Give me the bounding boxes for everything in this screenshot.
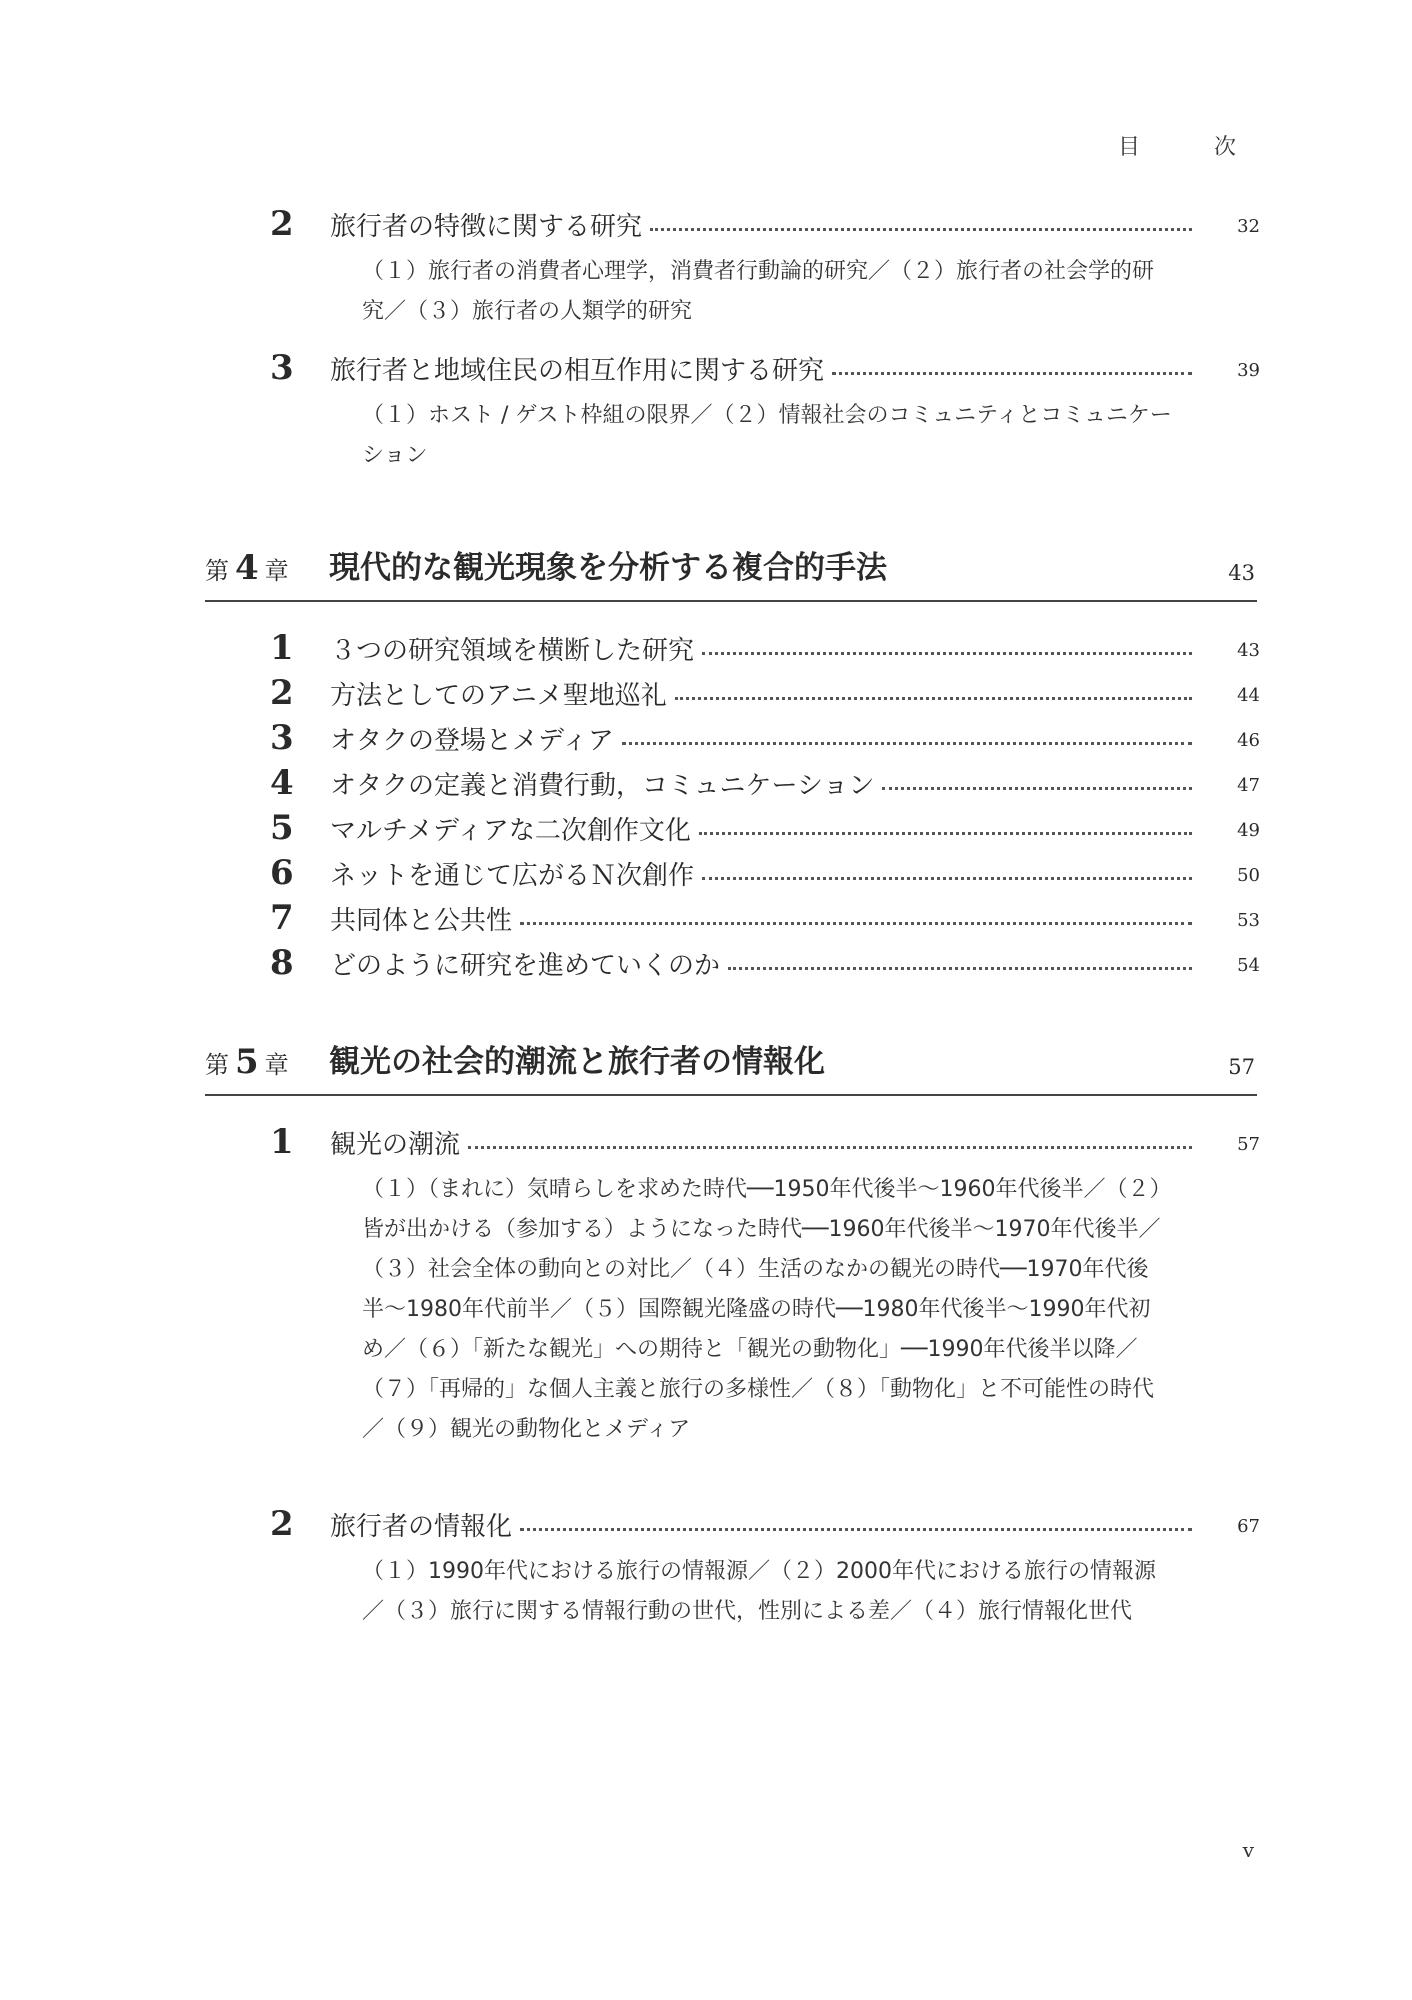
page-ref: 32 (1237, 216, 1260, 237)
section-title: オタクの登場とメディア (330, 725, 614, 756)
dot-leader (520, 922, 1192, 925)
section-number: 4 (270, 763, 294, 803)
toc-entry[interactable] (0, 1504, 1412, 1544)
section-number: 2 (270, 673, 294, 713)
chapter-heading[interactable] (205, 1038, 1257, 1096)
dot-leader (622, 742, 1192, 745)
section-title: ネットを通じて広がるＮ次創作 (330, 860, 695, 891)
toc-entry[interactable] (0, 808, 1412, 848)
page-ref: 67 (1237, 1516, 1260, 1537)
dot-leader (702, 877, 1192, 880)
dot-leader (675, 697, 1192, 700)
dot-leader (702, 652, 1192, 655)
toc-entry[interactable] (0, 718, 1412, 758)
section-number: 1 (270, 1122, 294, 1162)
page-ref: 39 (1237, 360, 1260, 381)
chapter-page: 57 (1228, 1055, 1255, 1079)
toc-entry[interactable] (0, 943, 1412, 983)
chapter-number: 4 (235, 548, 259, 588)
section-number: 5 (270, 808, 294, 848)
toc-entry[interactable] (0, 763, 1412, 803)
dot-leader (882, 787, 1192, 790)
page-number: v (1242, 1838, 1254, 1862)
chapter-label: 第 4 章 (205, 548, 289, 588)
section-number: 2 (270, 1504, 294, 1544)
page-ref: 44 (1237, 685, 1260, 706)
chapter-heading[interactable] (205, 544, 1257, 602)
section-number: 3 (270, 718, 294, 758)
section-title: 旅行者の特徴に関する研究 (330, 211, 643, 242)
section-title: 旅行者と地域住民の相互作用に関する研究 (330, 355, 825, 386)
section-number: 2 (270, 204, 294, 244)
toc-entry[interactable] (0, 853, 1412, 893)
section-title: どのように研究を進めていくのか (330, 950, 721, 981)
page-ref: 53 (1237, 910, 1260, 931)
section-number: 6 (270, 853, 294, 893)
subsection-list: （１）ホスト / ゲスト枠組の限界／（２）情報社会のコミュニティとコミュニケーション (362, 403, 1172, 468)
section-title: ３つの研究領域を横断した研究 (330, 635, 695, 666)
chapter-title: 現代的な観光現象を分析する複合的手法 (329, 550, 887, 586)
chapter-label: 第 5 章 (205, 1042, 289, 1082)
dot-leader (650, 228, 1192, 231)
toc-entry[interactable] (0, 348, 1412, 388)
page-ref: 50 (1237, 865, 1260, 886)
dot-leader (699, 832, 1192, 835)
page-ref: 49 (1237, 820, 1260, 841)
dot-leader (520, 1528, 1192, 1531)
section-number: 8 (270, 943, 294, 983)
section-title: 共同体と公共性 (330, 905, 513, 936)
dot-leader (468, 1146, 1192, 1149)
page-ref: 54 (1237, 955, 1260, 976)
chapter-number: 5 (235, 1042, 259, 1082)
section-title: 旅行者の情報化 (330, 1511, 513, 1542)
section-number: 7 (270, 898, 294, 938)
dot-leader (832, 372, 1192, 375)
subsection-list: （１）（まれに）気晴らしを求めた時代──1950年代後半〜1960年代後半／（２）皆が出かける（参加する）ようになった時代──1960年代後半〜1970年代後半／（３）社会全体の動向との対比／（４）生活のなかの観光の時代──1970年代後半〜1980年代前半／（５）国際観光隆盛の時代──1980年代後半〜1990年代初め／（６）「新たな観光」への期待と「観光の動物化」──1990年代後半以降／（７）「再帰的」な個人主義と旅行の多様性／（８）「動物化」と不可能性の時代／（９）観光の動物化とメディア (362, 1177, 1172, 1442)
section-title: 方法としてのアニメ聖地巡礼 (330, 680, 667, 711)
section-title: 観光の潮流 (330, 1129, 461, 1160)
toc-entry[interactable] (0, 673, 1412, 713)
toc-entry[interactable] (0, 628, 1412, 668)
section-title: マルチメディアな二次創作文化 (330, 815, 691, 846)
section-title: オタクの定義と消費行動，コミュニケーション (330, 770, 875, 801)
page-ref: 46 (1237, 730, 1260, 751)
dot-leader (728, 967, 1192, 970)
page-ref: 57 (1237, 1134, 1260, 1155)
subsection-list: （１）1990年代における旅行の情報源／（２）2000年代における旅行の情報源／（３）旅行に関する情報行動の世代，性別による差／（４）旅行情報化世代 (362, 1559, 1156, 1624)
toc-entry[interactable] (0, 204, 1412, 244)
section-number: 1 (270, 628, 294, 668)
toc-entry[interactable] (0, 898, 1412, 938)
page-ref: 47 (1237, 775, 1260, 796)
section-number: 3 (270, 348, 294, 388)
page-ref: 43 (1237, 640, 1260, 661)
toc-entry[interactable] (0, 1122, 1412, 1162)
chapter-title: 観光の社会的潮流と旅行者の情報化 (329, 1044, 825, 1080)
subsection-list: （１）旅行者の消費者心理学，消費者行動論的研究／（２）旅行者の社会学的研究／（３）旅行者の人類学的研究 (362, 259, 1155, 324)
chapter-page: 43 (1228, 561, 1255, 585)
running-header: 目 次 (1117, 135, 1262, 160)
